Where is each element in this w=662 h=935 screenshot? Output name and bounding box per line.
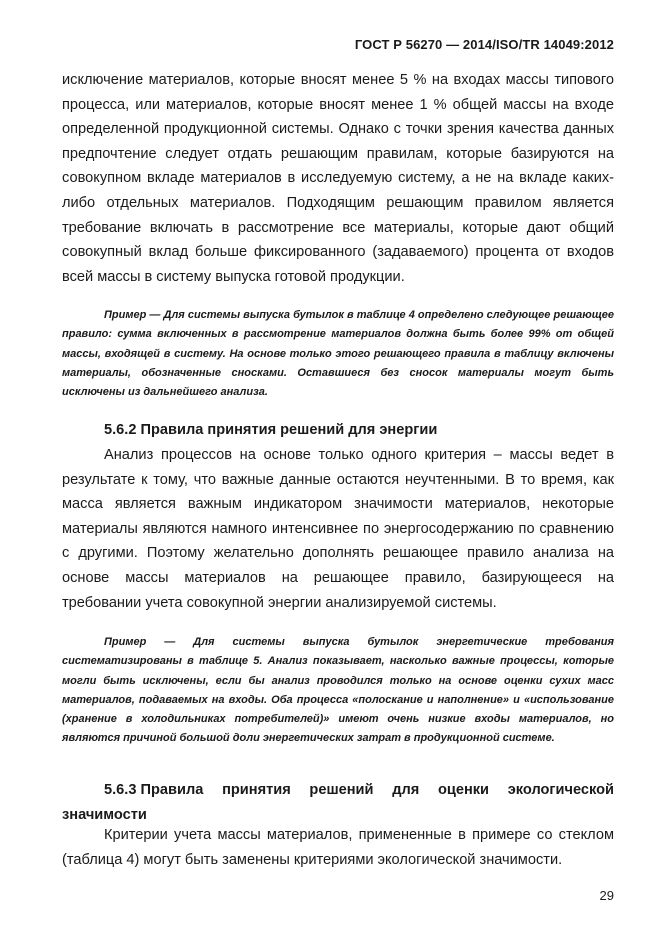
paragraph-continuation: исключение материалов, которые вносят менее 5 % на входах массы типового процесса, или материалов, которые вносят менее 1 % общей массы на входе определенной продукционной системы. Однако с точки зрения качества данных предпочтение следует отдать решающим правилам, которые базируются на совокупном вкладе материалов в исследуемую систему, а не на вкладе каких-либо отдельных материалов. Подходящим решающим правилом является требование включать в рассмотрение все материалы, которые дают общий совокупный вклад больше фиксированного (задаваемого) процента от входов всей массы в систему выпуска готовой продукции.: [62, 72, 614, 285]
example-note-text: Пример — Для системы выпуска бутылок энергетические требования систематизированы в таблице 5. Анализ показывает, насколько важные процессы, которые могли быть исключены, если бы анализ проводился только на основе оценки сухих масс материалов, подаваемых на входы. Оба процесса «полоскание и наполнение» и «использование (хранение в холодильниках потребителей)» имеют очень низкие входы материалов, но являются причиной большой доли энергетических затрат в продукционной системе.: [62, 636, 614, 745]
heading-word: 5.6.3 Правила: [104, 782, 204, 798]
section-heading-line-2: значимости: [62, 806, 147, 823]
example-note-bottles-energy: [62, 633, 614, 749]
heading-word: экологической: [507, 782, 614, 798]
section-heading-line-1: [62, 778, 614, 803]
example-note-text: Пример — Для системы выпуска бутылок в таблице 4 определено следующее решающее правило: сумма включенных в рассмотрение материалов должна быть более 99% от общей массы, входящей в систему. На основе только этого решающего правила в таблицу включены материалы, обозначенные сносками. Оставшиеся без сносок материалы могут быть исключены из дальнейшего анализа.: [62, 309, 614, 399]
section-heading-5-6-2: 5.6.2 Правила принятия решений для энергии: [104, 422, 438, 438]
heading-word: оценки: [437, 782, 490, 798]
heading-word: для: [392, 782, 420, 798]
section-heading-5-6-3: [62, 778, 614, 827]
section-5-6-2-paragraph: Анализ процессов на основе только одного критерия – массы ведет в результате к тому, что важные данные остаются неучтенными. В то время, как масса является важным индикатором значимости материалов, некоторые материалы являются намного интенсивнее по энергосодержанию по сравнению с другими. Поэтому желательно дополнять решающее правило анализа на основе массы материалов на решающее правило, базирующееся на требовании учета совокупной энергии анализируемой системы.: [62, 447, 614, 611]
example-note-bottles-mass: [62, 306, 614, 402]
heading-word: решений: [309, 782, 374, 798]
page-number: 29: [599, 888, 614, 903]
heading-word: принятия: [222, 782, 291, 798]
section-5-6-3-paragraph: Критерии учета массы материалов, примененные в примере со стеклом (таблица 4) могут быть заменены критериями экологической значимости.: [62, 827, 614, 868]
document-header: ГОСТ Р 56270 — 2014/ISO/TR 14049:2012: [354, 37, 614, 52]
